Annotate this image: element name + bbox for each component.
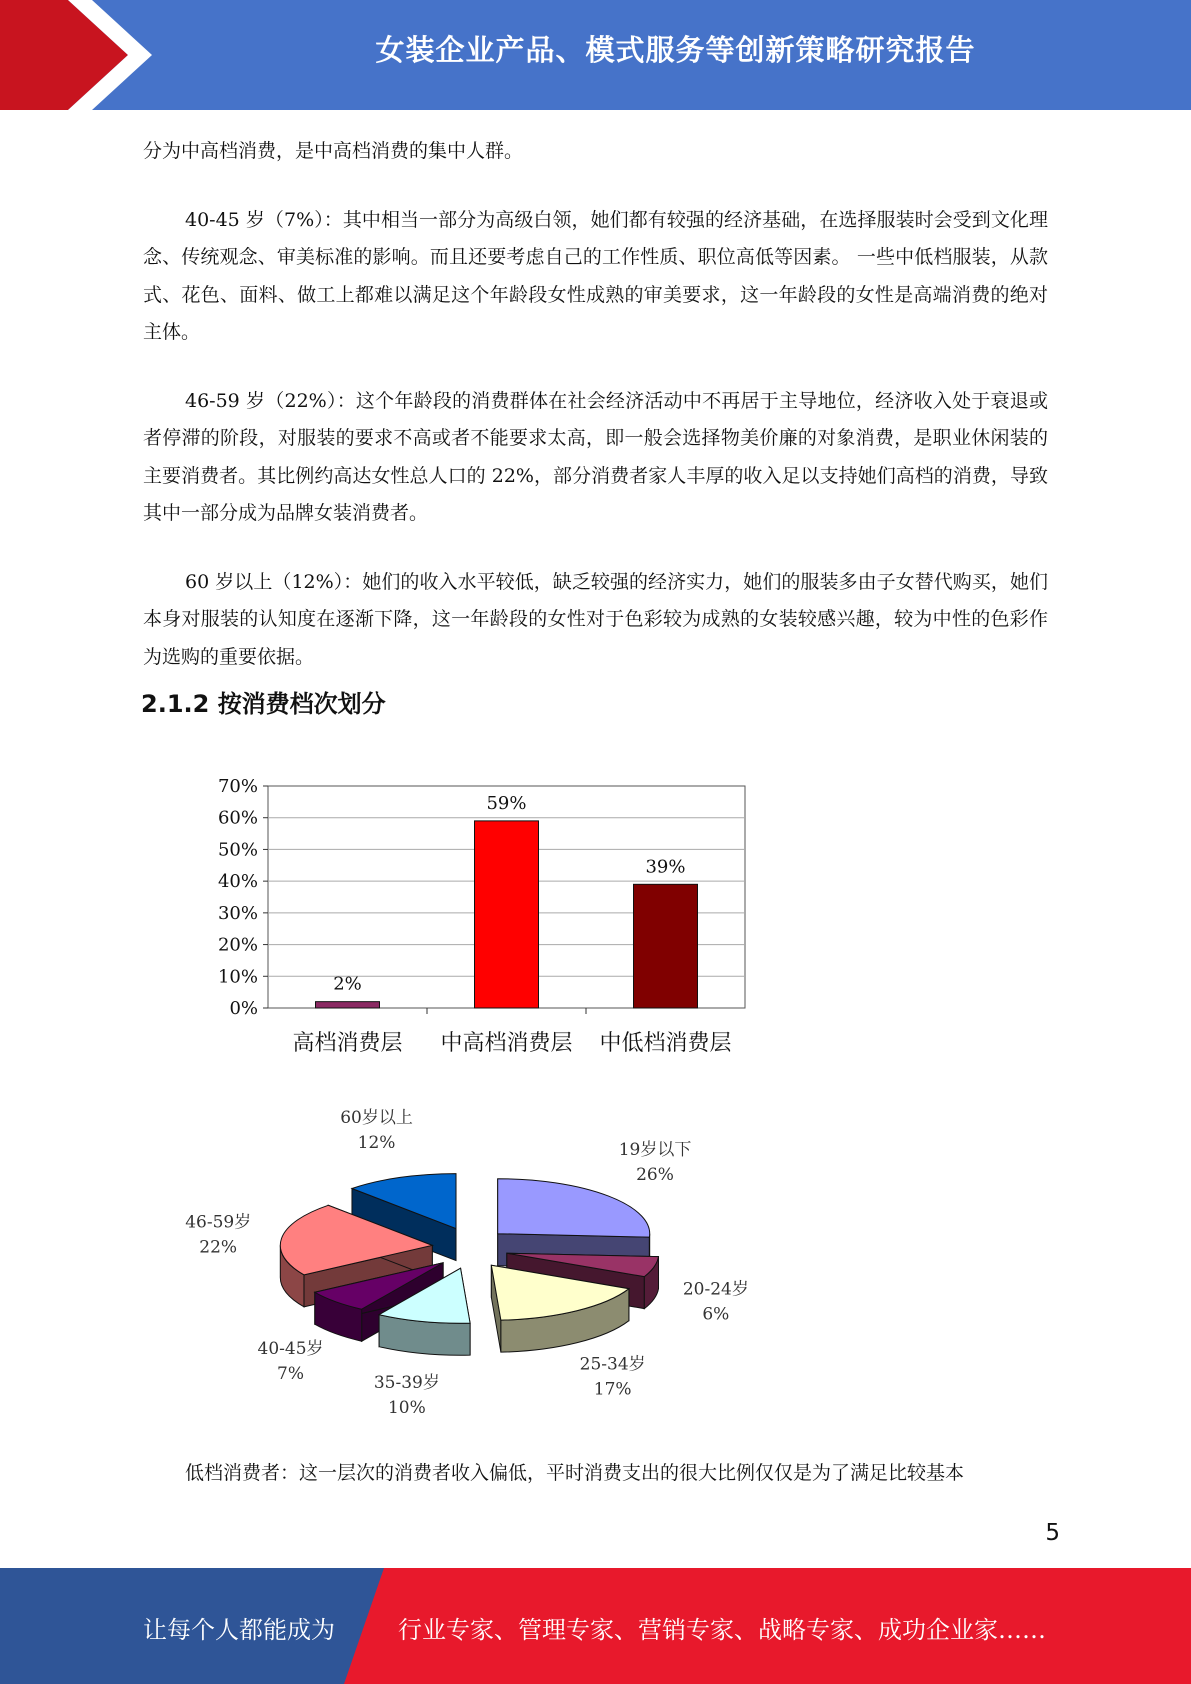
pie-slice-percent: 7% bbox=[277, 1363, 305, 1384]
pie-slice-percent: 17% bbox=[593, 1379, 632, 1400]
pie-slice-label: 20-24岁 bbox=[682, 1279, 749, 1300]
y-tick-label: 60% bbox=[217, 807, 258, 829]
x-category-label: 中高档消费层 bbox=[440, 1031, 573, 1056]
age-distribution-pie-chart bbox=[150, 1108, 790, 1418]
y-tick-label: 50% bbox=[217, 839, 258, 861]
body-text-top bbox=[143, 133, 1048, 676]
pie-slice-percent: 10% bbox=[387, 1397, 426, 1418]
paragraph-low-end: 低档消费者：这一层次的消费者收入偏低，平时消费支出的很大比例仅仅是为了满足比较基本 bbox=[185, 1462, 965, 1484]
footer-slogan-left: 让每个人都能成为 bbox=[143, 1616, 335, 1644]
y-tick-label: 30% bbox=[217, 902, 258, 924]
y-tick-label: 70% bbox=[217, 776, 258, 797]
pie-slice-percent: 26% bbox=[636, 1165, 674, 1186]
x-category-label: 高档消费层 bbox=[292, 1031, 403, 1056]
y-tick-label: 10% bbox=[217, 966, 258, 988]
paragraph-continuation: 分为中高档消费，是中高档消费的集中人群。 bbox=[143, 140, 524, 162]
section-heading: 2.1.2 按消费档次划分 bbox=[141, 690, 386, 718]
paragraph-46-59: 46-59 岁（22%）：这个年龄段的消费群体在社会经济活动中不再居于主导地位，经济收入处于衰退或者停滞的阶段，对服装的要求不高或者不能要求太高，即一般会选择物美价廉的对象消费，是职业休闲装的主要消费者。其比例约高达女性总人口的 22%，部分消费者家人丰厚的收入足以支持她们高档的消费，导致其中一部分成为品牌女装消费者。 bbox=[143, 389, 1048, 524]
bar-3 bbox=[634, 884, 698, 1008]
y-tick-label: 20% bbox=[217, 934, 258, 956]
pie-slice-label: 60岁以上 bbox=[340, 1108, 413, 1129]
pie-slice-percent: 12% bbox=[357, 1133, 396, 1154]
y-tick-label: 0% bbox=[229, 998, 258, 1019]
pie-slice bbox=[498, 1179, 650, 1237]
y-tick-label: 40% bbox=[217, 871, 258, 893]
pie-slice-label: 19岁以下 bbox=[618, 1140, 692, 1161]
bar-1 bbox=[316, 1002, 380, 1008]
paragraph-40-45: 40-45 岁（7%）：其中相当一部分为高级白领，她们都有较强的经济基础，在选择服装时会受到文化理念、传统观念、审美标准的影响。而且还要考虑自己的工作性质、职位高低等因素。 一些中低档服装，从款式、花色、面料、做工上都难以满足这个年龄段女性成熟的审美要求，这一年龄段的女性是高端消费的绝对主体。 bbox=[143, 208, 1048, 343]
pie-slice-percent: 22% bbox=[199, 1237, 238, 1258]
bar-value-label: 39% bbox=[645, 856, 686, 878]
consumption-level-bar-chart bbox=[190, 770, 760, 1070]
bar-2 bbox=[475, 821, 539, 1008]
bar-value-label: 59% bbox=[486, 792, 527, 814]
pie-slice-label: 25-34岁 bbox=[579, 1354, 646, 1375]
x-category-label: 中低档消费层 bbox=[599, 1031, 732, 1056]
pie-slice-label: 40-45岁 bbox=[257, 1338, 324, 1359]
footer-slogan-right: 行业专家、管理专家、营销专家、战略专家、成功企业家…… bbox=[398, 1616, 1046, 1644]
header-title: 女装企业产品、模式服务等创新策略研究报告 bbox=[375, 33, 976, 67]
pie-slice-label: 46-59岁 bbox=[185, 1212, 252, 1233]
body-text-bottom bbox=[143, 1455, 1048, 1493]
pie-slice-label: 35-39岁 bbox=[373, 1372, 440, 1393]
pie-slice-percent: 6% bbox=[702, 1304, 730, 1325]
page-number: 5 bbox=[1045, 1520, 1060, 1546]
paragraph-60-plus: 60 岁以上（12%）：她们的收入水平较低，缺乏较强的经济实力，她们的服装多由子女替代购买，她们本身对服装的认知度在逐渐下降，这一年龄段的女性对于色彩较为成熟的女装较感兴趣，较为中性的色彩作为选购的重要依据。 bbox=[143, 570, 1048, 668]
bar-value-label: 2% bbox=[333, 973, 362, 995]
